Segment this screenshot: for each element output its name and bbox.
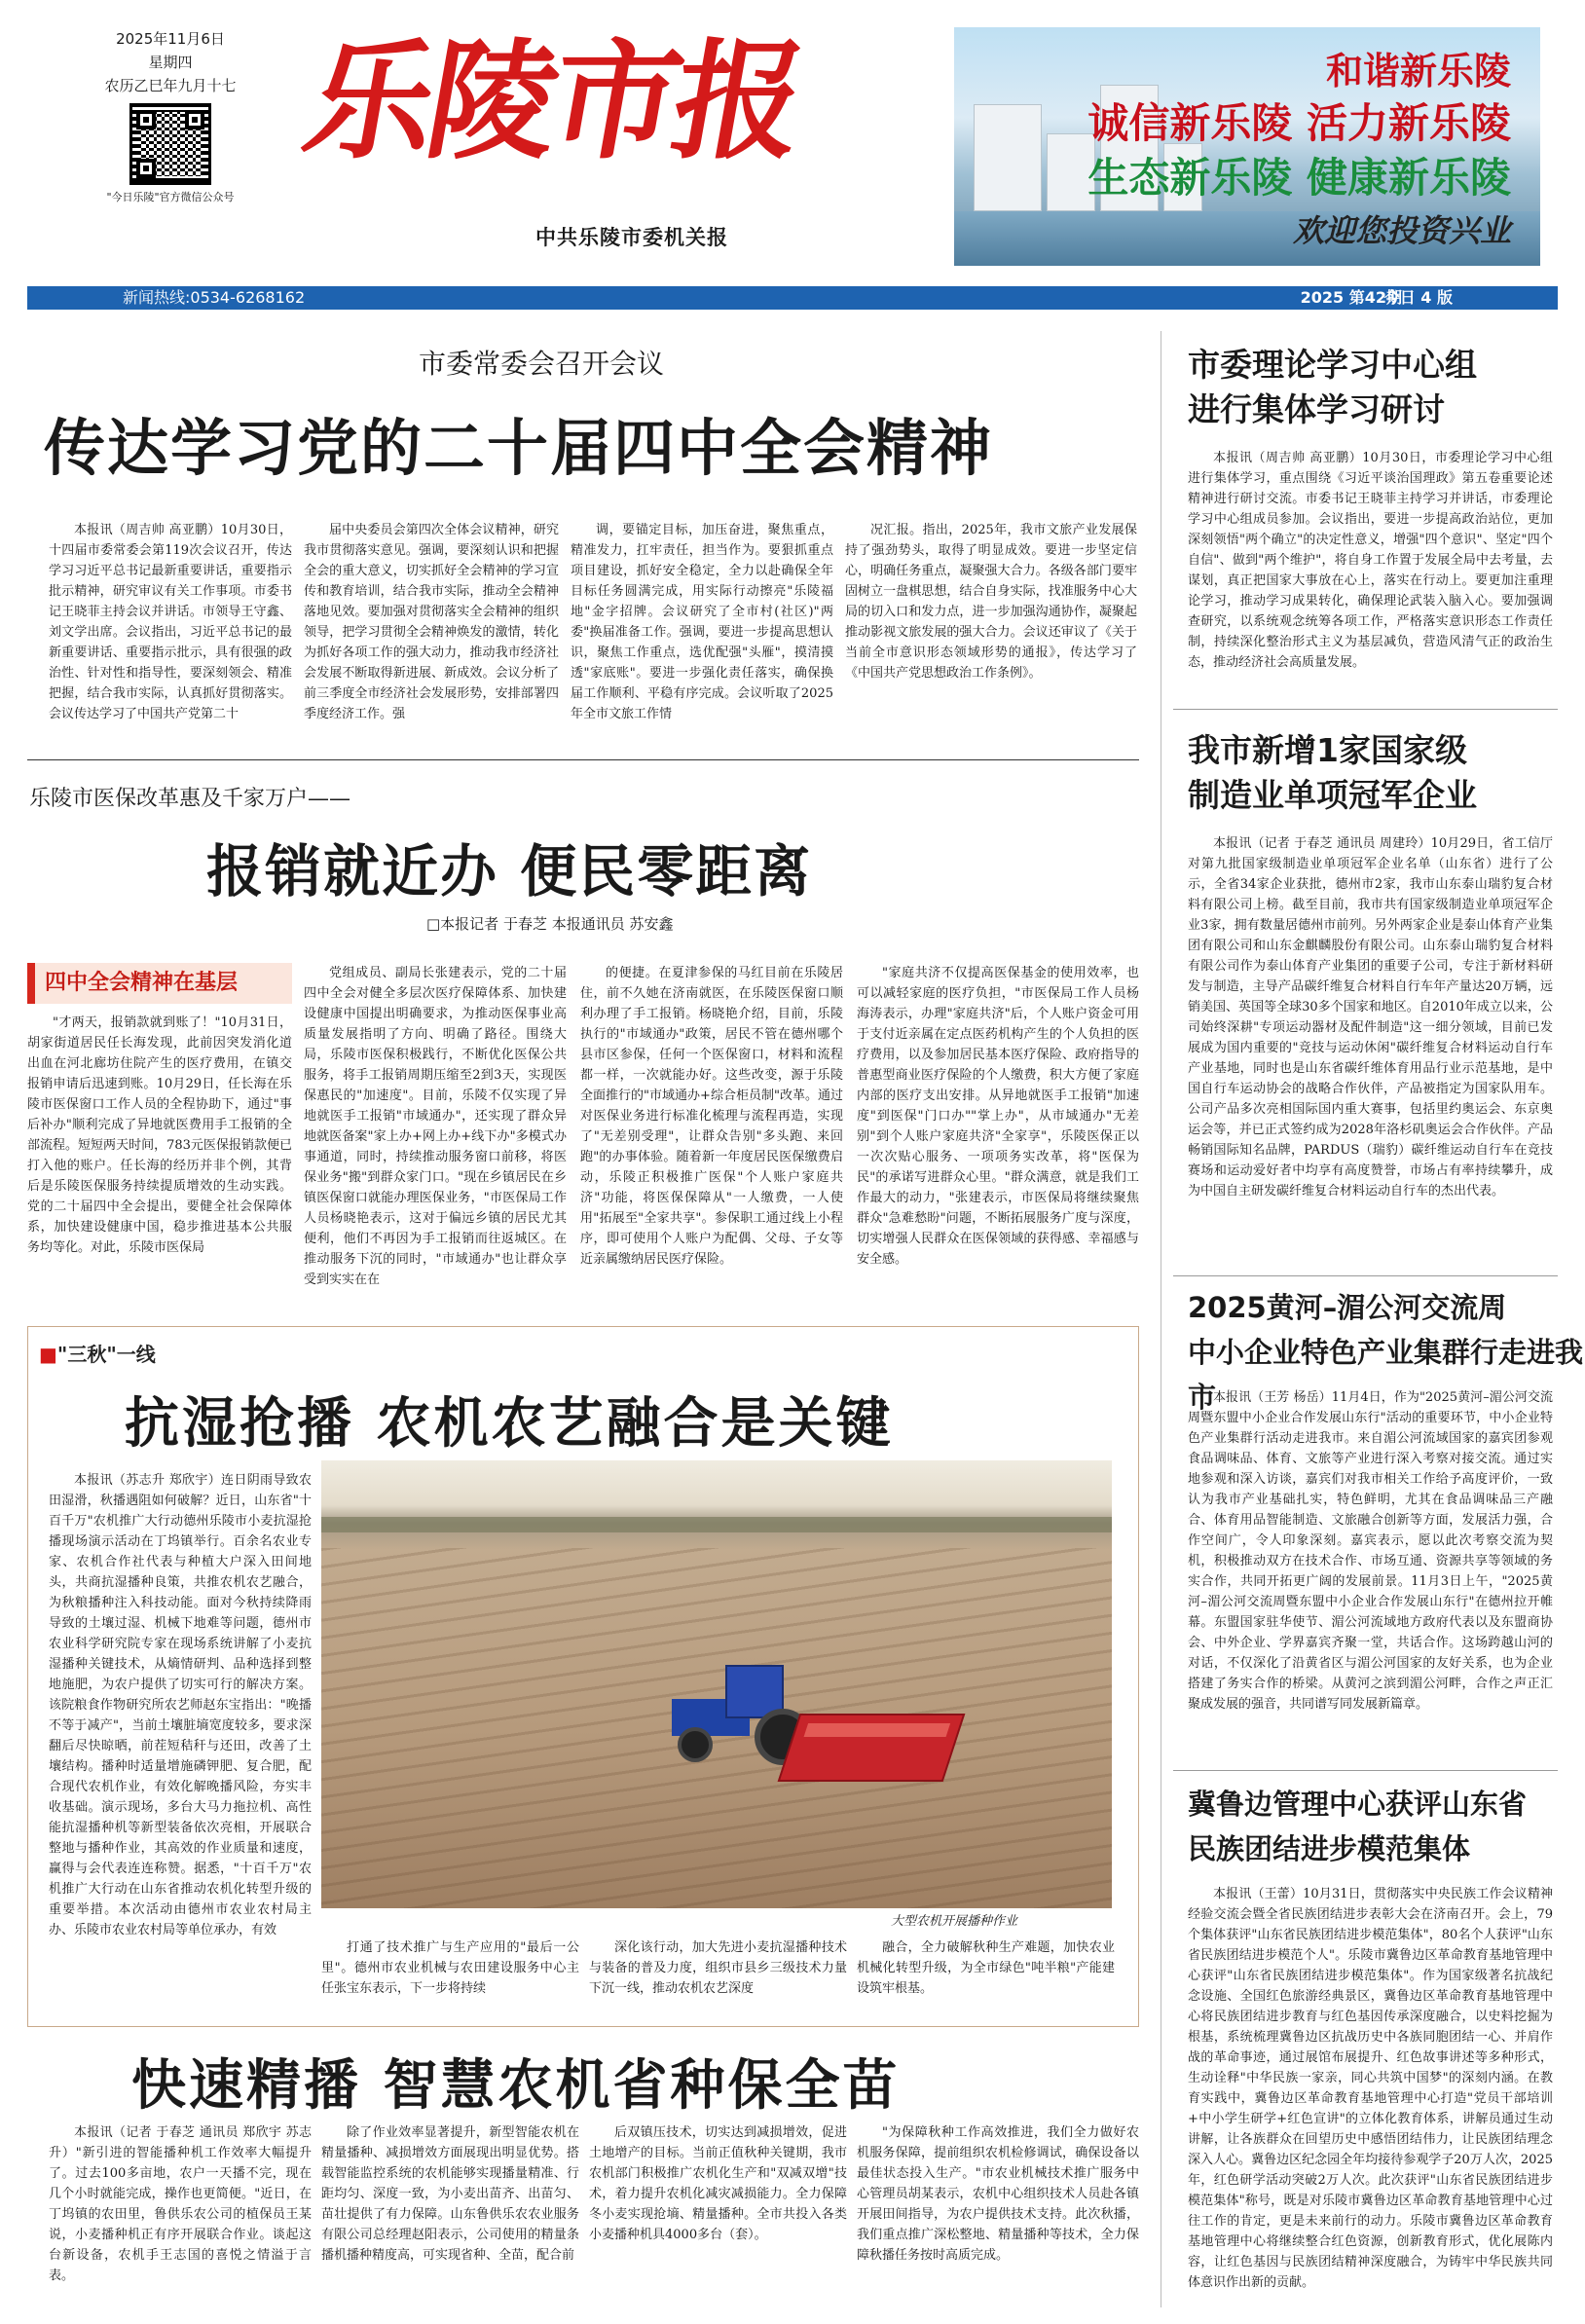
right1-text: 本报讯（周吉帅 高亚鹏）10月30日，市委理论学习中心组进行集体学习，重点围绕《习近平谈治国理政》第五卷重要论述精神进行研讨交流。市委书记王晓菲主持学习并讲话，市委理论学习中心组成员参加。会议指出，要进一步提高政治站位，更加深刻领悟"两个确立"的决定性意义，增强"四个意识"、坚定"四个自信"、做到"两个维护"，将自身工作置于发展全局中去考量，去谋划，真正把国家大事放在心上，落实在行动上。要更加注重理论学习，推动学习成果转化，确保理论武装入脑入心。要加强调查研究，以系统观念统筹各项工作，严格落实意识形态工作责任制，持续深化整治形式主义为基层减负，营造风清气正的政治生态，推动经济社会高质量发展。: [1188, 451, 1553, 670]
info-bar: [27, 286, 1558, 310]
article4-text-1: 本报讯（记者 于春芝 通讯员 郑欣宇 苏志升）"新引进的智能播种机工作效率大幅提升了。过去100多亩地，农户一天播不完，现在几个小时就能完成，操作也更简便。"近日，在丁坞镇的农田里，鲁供乐农公司的植保员王某说，小麦播种机正有序开展联合作业。谈起这台新设备，农机手王志国的喜悦之情溢于言表。: [49, 2125, 312, 2283]
newspaper-logo: [293, 19, 920, 214]
section-badge: 四中全会精神在基层: [27, 963, 292, 1004]
right3-headline-line2: 中小企业特色产业集群行走进我市: [1188, 1336, 1584, 1414]
sponsor-line: 中共乐陵市委机关报: [535, 226, 728, 249]
article1-column-2: [304, 520, 559, 739]
advertisement-banner: [954, 27, 1540, 266]
right3-body: [1188, 1387, 1553, 1755]
issue-weekday: 星期四: [148, 54, 193, 71]
article3-column-b2: [589, 1937, 847, 2020]
right4-headline-line1: 冀鲁边管理中心获评山东省: [1188, 1788, 1528, 1821]
article1-headline[interactable]: 传达学习党的二十届四中全会精神: [44, 413, 993, 484]
article2-column-3: [580, 963, 843, 1305]
article2-byline: □本报记者 于春芝 本报通讯员 苏安鑫: [426, 915, 674, 933]
article1-column-4: [845, 520, 1137, 739]
article3-text-left: 本报讯（苏志升 郑欣宇）连日阴雨导致农田湿滑，秋播遇阻如何破解？近日，山东省"十百千万"农机推广大行动德州乐陵市小麦抗湿抢播现场演示活动在丁坞镇举行。百余名农业专家、农机合作社代表与种植大户深入田间地头，共商抗湿播种良策，共推农机农艺融合，为秋粮播种注入科技动能。面对今秋持续降雨导致的土壤过湿、机械下地难等问题，德州市农业科学研究院专家在现场系统讲解了小麦抗湿播种关键技术，从熵情研判、品种选择到整地施肥，为农户提供了切实可行的解决方案。该院粮食作物研究所农艺师赵东宝指出："晚播不等于减产"，当前土壤脏墒宽度较多，要求深翻后尽快晾晒，前茬短秸秆与还田，改善了土壤结构。播种时适量增施磷钾肥、复合肥，配合现代农机作业，有效化解晚播风险，夯实丰收基础。演示现场，多台大马力拖拉机、高性能抗湿播种机等新型装备依次亮相，开展联合整地与播种作业，其高效的作业质量和速度，赢得与会代表连连称赞。据悉，"十百千万"农机推广大行动在山东省推动农机化转型升级的重要举措。本次活动由德州市农业农村局主办、乐陵市农业农村局等单位承办，有效: [49, 1473, 312, 1937]
article3-kicker-text: "三秋"一线: [56, 1343, 156, 1366]
lunar-date: 农历乙巳年九月十七: [104, 77, 237, 94]
article3-text-b1: 打通了技术推广与生产应用的"最后一公里"。德州市农业机械与农田建设服务中心主任张宝东表示，下一步将持续: [321, 1940, 579, 1996]
issue-date: 2025年11月6日: [116, 30, 225, 48]
article2-text-1: "才两天，报销款就到账了！"10月31日，胡家街道居民任长海发现，此前因突发消化道出血在河北廊坊住院产生的医疗费用，在镇交报销申请后迅速到账。10月29日，任长海在乐陵市医保窗口工作人员的全程协助下，通过"事后补办"顺利完成了异地就医费用手工报销的全部流程。短短两天时间，783元医保报销款便已打入他的账户。任长海的经历并非个例，其背后是乐陵医保服务持续提质增效的生动实践。党的二十届四中全会提出，要健全社会保障体系，加快建设健康中国，稳步推进基本公共服务均等化。对此，乐陵市医保局: [27, 1015, 292, 1255]
article2-text-3: 的便捷。在夏津参保的马红目前在乐陵居住，前不久她在济南就医，在乐陵医保窗口顺利办理了手工报销。杨晓艳介绍，目前，乐陵执行的"市域通办"政策，居民不管在德州哪个县市区参保，任何一个医保窗口，材料和流程都一样，一次就能办好。这些改变，源于乐陵全面推行的"市域通办+综合柜员制"改革。通过对医保业务进行标准化梳理与流程再造，实现了"无差别受理"，让群众告别"多头跑、来回跑"的办事体验。随着新一年度居民医保缴费启动，乐陵正积极推广医保"个人账户家庭共济"功能，将医保保障从"一人缴费，一人使用"拓展至"全家共享"。参保职工通过线上小程序，即可使用个人账户为配偶、父母、子女等近亲属缴纳居民医疗保险。: [580, 966, 843, 1267]
article2-column-1: [27, 1013, 292, 1305]
article4-text-3: 后双镇压技术，切实达到减损增效，促进土地增产的目标。当前正值秋种关键期，我市农机部门积极推广农机化生产和"双减双增"技术，着力提升农机化减灾减损能力。全力保障冬小麦实现抢墒、精量播种。全市共投入各类小麦播种机具4000多台（套）。: [589, 2125, 847, 2242]
right3-text: 本报讯（王芳 杨岳）11月4日，作为"2025黄河–湄公河交流周暨东盟中小企业合作发展山东行"活动的重要环节，中小企业特色产业集群行活动走进我市。来自湄公河流域国家的嘉宾团参观食品调味品、体育、文旅等产业进行深入考察对接交流。通过实地参观和深入访谈，嘉宾们对我市相关工作给予高度评价，一致认为我市产业基础扎实，特色鲜明，尤其在食品调味品三产融合、体育用品智能制造、文旅融合创新等方面，发展活力强，合作空间广，令人印象深刻。嘉宾表示，愿以此次考察交流为契机，积极推动双方在技术合作、市场互通、资源共享等领域的务实合作，共同开拓更广阔的发展前景。11月3日上午，"2025黄河–湄公河交流周暨东盟中小企业合作发展山东行"在德州拉开帷幕。东盟国家驻华使节、湄公河流域地方政府代表以及东盟商协会、中外企业、学界嘉宾齐聚一堂，共话合作。这场跨越山河的对话，不仅深化了沿黄省区与湄公河国家的友好关系，也为企业搭建了务实合作的桥梁。从黄河之滨到湄公河畔，合作之声正汇聚成发展的强音，共同谱写同发展新篇章。: [1188, 1390, 1553, 1712]
divider: [1173, 1275, 1558, 1276]
article4-column-2: [321, 2122, 579, 2312]
tractor-photo: [321, 1460, 1112, 1908]
ad-slogan-3: 生态新乐陵 健康新乐陵: [1087, 154, 1511, 202]
page-count: 今日 4 版: [1383, 288, 1453, 307]
article2-column-2: [304, 963, 567, 1305]
article1-text-1: 本报讯（周吉帅 高亚鹏）10月30日，十四届市委常委会第119次会议召开，传达学习习近平总书记最新重要讲话，重要指示批示精神，研究审议有关工作事项。市委书记王晓菲主持会议并讲话。市领导王守鑫、刘文学出席。会议指出，习近平总书记的最新重要讲话、重要指示批示，具有很强的政治性、针对性和指导性，要深刻领会、精准把握，结合我市实际，认真抓好贯彻落实。会议传达学习了中国共产党第二十: [49, 523, 292, 721]
article3-column-left: [49, 1470, 312, 2020]
article1-column-1: [49, 520, 292, 739]
issue-number: 2025 第42期: [1300, 288, 1402, 307]
masthead-info: [73, 27, 268, 204]
photo-caption: 大型农机开展播种作业: [891, 1914, 1018, 1929]
article3-text-b3: 融合，全力破解秋种生产难题，加快农业机械化转型升级，为全市绿色"吨半粮"产能建设筑牢根基。: [857, 1940, 1115, 1996]
right3-headline-line1: 2025黄河–湄公河交流周: [1188, 1291, 1507, 1324]
article2-text-2: 党组成员、副局长张建表示，党的二十届四中全会对健全多层次医疗保障体系、加快建设健康中国提出明确要求，为推动医保事业高质量发展指明了方向、明确了路径。围绕大局，乐陵市医保积极践行，不断优化医保公共服务，将手工报销周期压缩至2到3天，实现医保惠民的"加速度"。目前，乐陵不仅实现了异地就医手工报销"市域通办"，还实现了群众异地就医备案"家上办+网上办+线下办"多模式办事通道，同时，持续推动服务窗口前移，将医保业务"搬"到群众家门口。"现在乡镇居民在乡镇医保窗口就能办理医保业务，"市医保局工作人员杨晓艳表示，这对于偏远乡镇的居民尤其便利，他们不再因为手工报销而往返城区。在推动服务下沉的同时，"市域通办"也让群众享受到实实在在: [304, 966, 567, 1287]
article2-headline[interactable]: 报销就近办 便民零距离: [206, 838, 813, 904]
right1-headline[interactable]: [1188, 343, 1477, 432]
right1-body: [1188, 448, 1553, 691]
article4-headline[interactable]: 快速精播 智慧农机省种保全苗: [131, 2054, 901, 2118]
article3-column-b1: [321, 1937, 579, 2020]
right2-headline-line1: 我市新增1家国家级: [1188, 731, 1467, 769]
news-hotline: 新闻热线:0534-6268162: [123, 288, 306, 307]
right4-headline[interactable]: [1188, 1782, 1527, 1871]
ad-slogan-2: 诚信新乐陵 活力新乐陵: [1087, 99, 1511, 147]
article2-text-4: "家庭共济不仅提高医保基金的使用效率，也可以减轻家庭的医疗负担，"市医保局工作人员杨海涛表示，办理"家庭共济"后，个人账户资金可用于支付近亲属在定点医药机构产生的个人负担的医疗费用，以及参加居民基本医疗保险、政府指导的普惠型商业医疗保险的个人缴费，积大方便了家庭内部的医疗支出安排。从异地就医手工报销"加速度"到医保"门口办""掌上办"，从市域通办"无差别"到个人账户家庭共济"全家享"，乐陵医保正以一次次贴心服务、一项项务实改革，将"医保为民"的承诺写进群众心里。"群众满意，就是我们工作最大的动力，"张建表示，市医保局将继续聚焦群众"急难愁盼"问题，不断拓展服务广度与深度，切实增强人民群众在医保领域的获得感、幸福感与安全感。: [857, 966, 1139, 1267]
right2-headline[interactable]: [1188, 728, 1477, 818]
article1-column-3: [571, 520, 833, 739]
article1-text-2: 届中央委员会第四次全体会议精神，研究我市贯彻落实意见。强调，要深刻认识和把握全会的重大意义，切实抓好全会精神的学习宣传和教育培训，结合我市实际，推动全会精神落地见效。要加强对贯彻落实全会精神的组织领导，把学习贯彻全会精神焕发的激情，转化为抓好各项工作的强大动力，推动我市经济社会发展不断取得新进展、新成效。会议分析了前三季度全市经济社会发展形势，安排部署四季度经济工作。强: [304, 523, 559, 721]
article4-text-4: "为保障秋种工作高效推进，我们全力做好农机服务保障，提前组织农机检修调试，确保设备以最佳状态投入生产。"市农业机械技术推广服务中心管理员胡某表示，农机中心组织技术人员赴各镇开展田间指导，为农户提供技术支持。此次秋播，我们重点推广深松整地、精量播种等技术，全力保障秋播任务按时高质完成。: [857, 2125, 1139, 2263]
qr-caption: "今日乐陵"官方微信公众号: [106, 191, 235, 203]
right2-text: 本报讯（记者 于春芝 通讯员 周建玲）10月29日，省工信厅对第九批国家级制造业单项冠军企业名单（山东省）进行了公示，全省34家企业获批，德州市2家，我市山东泰山瑞豹复合材料有限公司上榜。截至目前，我市共有国家级制造业单项冠军企业3家，拥有数量居德州市前列。另外两家企业是泰山体育产业集团有限公司和山东金麒麟股份有限公司。山东泰山瑞豹复合材料有限公司作为泰山体育产业集团的重要子公司，专注于新材料研发与制造，主导产品碳纤维复合材料自行车年产量达20万辆，远销美国、英国等全球30多个国家和地区。自2010年成立以来，公司始终深耕"专项运动器材及配件制造"这一细分领域，目前已发展成为国内重要的"竞技与运动休闲"碳纤维复合材料运动自行车产业基地，同时也是山东省碳纤维体育用品行业示范基地，是中国自行车运动协会的战略合作伙伴，产品被指定为国家队用车。公司产品多次亮相国际国内重大赛事，包括里约奥运会、东京奥运会等，并已正式签约成为2028年洛杉矶奥运会合作伙伴。产品畅销国际知名品牌，PARDUS（瑞豹）碳纤维运动自行车在竞技赛场和运动爱好者中均享有高度赞誉，市场占有率持续攀升，成为中国自主研发碳纤维复合材料运动自行车的杰出代表。: [1188, 836, 1553, 1199]
article3-headline[interactable]: 抗湿抢播 农机农艺融合是关键: [125, 1392, 894, 1456]
ad-slogan-1: 和谐新乐陵: [1325, 49, 1511, 92]
seeder-image: [778, 1714, 966, 1782]
ad-slogan-4: 欢迎您投资兴业: [1292, 212, 1511, 249]
divider: [1173, 1770, 1558, 1771]
article4-column-1: [49, 2122, 312, 2312]
qr-code[interactable]: [129, 103, 211, 185]
article1-text-4: 况汇报。指出，2025年，我市文旅产业发展保持了强劲势头，取得了明显成效。要进一步坚定信心，明确任务重点，凝聚强大合力。各级各部门要牢固树立一盘棋思想，结合自身实际，找准服务中心大局的切入口和发力点，进一步加强沟通协作，凝聚起推动影视文旅发展的强大合力。会议还审议了《关于当前全市意识形态领域形势的通报》，传达学习了《中国共产党思想政治工作条例》。: [845, 523, 1137, 681]
article4-text-2: 除了作业效率显著提升，新型智能农机在精量播种、减损增效方面展现出明显优势。搭载智能监控系统的农机能够实现播量精准、行距均匀、深度一致，为小麦出苗齐、出苗匀、苗壮提供了有力保障。山东鲁供乐农农业服务有限公司总经理赵阳表示，公司使用的精量条播机播种精度高，可实现省种、全苗，配合前: [321, 2125, 579, 2263]
article3-kicker: ■"三秋"一线: [39, 1343, 156, 1366]
right4-body: [1188, 1884, 1553, 2312]
article2-kicker: 乐陵市医保改革惠及千家万户——: [29, 787, 351, 811]
right2-headline-line2: 制造业单项冠军企业: [1188, 776, 1477, 814]
newspaper-name: 乐陵市报: [293, 26, 811, 177]
right4-text: 本报讯（王蕾）10月31日，贯彻落实中央民族工作会议精神经验交流会暨全省民族团结进步表彰大会在济南召开。会上，79个集体获评"山东省民族团结进步模范集体"，80名个人获评"山东省民族团结进步模范个人"。乐陵市冀鲁边区革命教育基地管理中心获评"山东省民族团结进步模范集体"。作为国家级著名抗战纪念设施、全国红色旅游经典景区，冀鲁边区革命教育基地管理中心将民族团结进步教育与红色基因传承深度融合，以史料挖掘为根基，系统梳理冀鲁边区抗战历史中各族同胞团结一心、并肩作战的革命事迹，通过展馆布展提升、红色故事讲述等多种形式，生动诠释"中华民族一家亲，同心共筑中国梦"的深刻内涵。在教育实践中，冀鲁边区革命教育基地管理中心打造"党员干部培训+中小学生研学+红色宣讲"的立体化教育体系，讲解员通过生动讲解，让各族群众在回望历史中感悟团结伟力，让民族团结理念深入人心。冀鲁边区纪念园全年均接待参观学子20万人次，2025年，红色研学活动突破2万人次。此次获评"山东省民族团结进步模范集体"称号，既是对乐陵市冀鲁边区革命教育基地管理中心过往工作的肯定，更是未来前行的动力。乐陵市冀鲁边区革命教育基地管理中心将继续整合红色资源，创新教育形式，优化展陈内容，让红色基因与民族团结精神深度融合，为铸牢中华民族共同体意识作出新的贡献。: [1188, 1887, 1553, 2290]
right1-headline-line1: 市委理论学习中心组: [1188, 346, 1477, 384]
divider: [1173, 709, 1558, 710]
right2-body: [1188, 833, 1553, 1262]
right4-headline-line2: 民族团结进步模范集体: [1188, 1832, 1471, 1865]
right1-headline-line2: 进行集体学习研讨: [1188, 390, 1445, 428]
article4-column-3: [589, 2122, 847, 2312]
divider: [27, 759, 1139, 760]
article1-kicker: 市委常委会召开会议: [419, 348, 665, 380]
article1-text-3: 调，要锚定目标，加压奋进，聚焦重点，精准发力，扛牢责任，担当作为。要狠抓重点项目建设，抓好安全稳定，全力以赴确保全年目标任务圆满完成，用实际行动擦亮"乐陵福地"金字招牌。会议研究了全市村(社区)"两委"换届准备工作。强调，要进一步提高思想认识，聚焦工作重点，选优配强"头雁"，摸清摸透"家底账"。要进一步强化责任落实，确保换届工作顺利、平稳有序完成。会议听取了2025年全市文旅工作情: [571, 523, 833, 721]
article3-text-b2: 深化该行动，加大先进小麦抗湿播种技术与装备的普及力度，组织市县乡三级技术力量下沉一线，推动农机农艺深度: [589, 1940, 847, 1996]
article3-column-b3: [857, 1937, 1115, 2020]
article4-column-4: [857, 2122, 1139, 2312]
article2-column-4: [857, 963, 1139, 1305]
